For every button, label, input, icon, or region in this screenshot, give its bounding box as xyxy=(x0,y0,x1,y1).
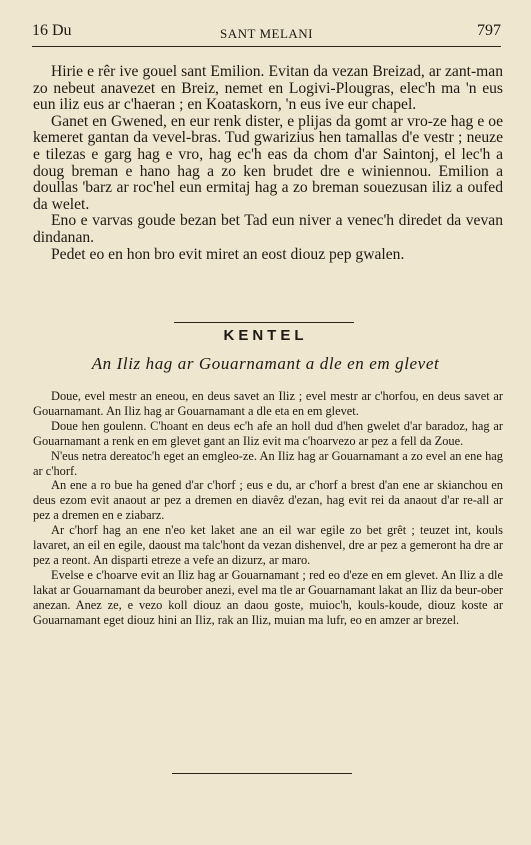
lesson-text xyxy=(33,389,503,628)
page-number: 797 xyxy=(477,22,501,39)
section-title: KENTEL xyxy=(223,327,308,344)
paragraph: Evelse e c'hoarve evit an Iliz hag ar Gouarnamant ; red eo d'eze en em glevet. An Iliz a dle lakat ar Gouarnamant da beurober anezi, evel ma tle ar Gouarnamant lakat an Iliz da beur-ober anezan. Anez ze, e vezo koll diouz an daou goste, muioc'h, kouls-koude, diouz koste ar Gouarnamant eget diouz hini an Iliz, rak an Iliz, muian ma lufr, eo en amzer ar brezel. xyxy=(33,567,503,627)
paragraph: Hirie e rêr ive gouel sant Emilion. Evitan da vezan Breizad, ar zant-man zo nebeut anavezet en Breiz, nemet en Logivi-Plougras, elec'h ma 'n eus eun iliz eus ar c'haeran ; en Koataskorn, 'n eus ive eur chapel. xyxy=(33,63,503,114)
section-subtitle: An Iliz hag ar Gouarnamant a dle en em glevet xyxy=(91,354,440,373)
paragraph: Pedet eo en hon bro evit miret an eost diouz pep gwalen. xyxy=(51,245,405,263)
paragraph: Doue, evel mestr an eneou, en deus savet an Iliz ; evel mestr ar c'horfou, en deus savet ar Gouarnamant. An Iliz hag ar Gouarnamant a dle eta en em glevet. xyxy=(33,389,503,418)
paragraph: Doue hen goulenn. C'hoant en deus ec'h afe an holl dud d'hen gwelet d'ar baradoz, hag ar Gouarnamant a renk en em glevet gant an Iliz evit ma c'hoarvezo ar pez a fell da Zoue. xyxy=(33,418,503,448)
divider-bottom xyxy=(172,773,352,774)
header-title: SANT MELANI xyxy=(219,26,313,41)
paragraph: An ene a ro bue ha gened d'ar c'horf ; eus e du, ar c'horf a brest d'an ene ar skianchou en deus ezom evit anaout ar pez a dremen en diavêz d'ezan, hag evit rei da anaout d'ar re-all ar pez a dremen en e ziabarz. xyxy=(33,478,503,523)
paragraph: N'eus netra dereatoc'h eget an emgleo-ze. An Iliz hag ar Gouarnamant a zo evel an ene hag ar c'horf. xyxy=(33,448,503,478)
header-date: 16 Du xyxy=(32,22,72,39)
running-header xyxy=(32,20,501,47)
paragraph: Eno e varvas goude bezan bet Tad eun niver a venec'h diredet da vevan dindanan. xyxy=(33,212,503,246)
divider-top xyxy=(174,322,354,323)
saint-life-text xyxy=(33,64,503,263)
paragraph: Ganet en Gwened, en eur renk dister, e plijas da gomt ar vro-ze hag e oe kemeret gantan da vevel-bras. Tud gwarizius hen tamallas d'e vestr ; neuze e tilezas e garg hag e vro, hag ec'h eas da chom d'ar Saintonj, el lec'h a doug breman e hano hag a zo ken brudet dre e winiennou. Emilion a doullas 'barz ar roc'hel eun ermitaj hag a zo breman souezusan iliz a oufed da welet. xyxy=(33,112,503,213)
paragraph: Ar c'horf hag an ene n'eo ket laket ane an eil war egile zo bet grêt ; teuzet int, kouls lavaret, an eil en egile, daoust ma talc'hont da vezan dishenvel, dre ar pez a gemeront ha dre ar pez a reont. An disparti etreze a vefe an dizurz, ar maro. xyxy=(33,523,503,567)
